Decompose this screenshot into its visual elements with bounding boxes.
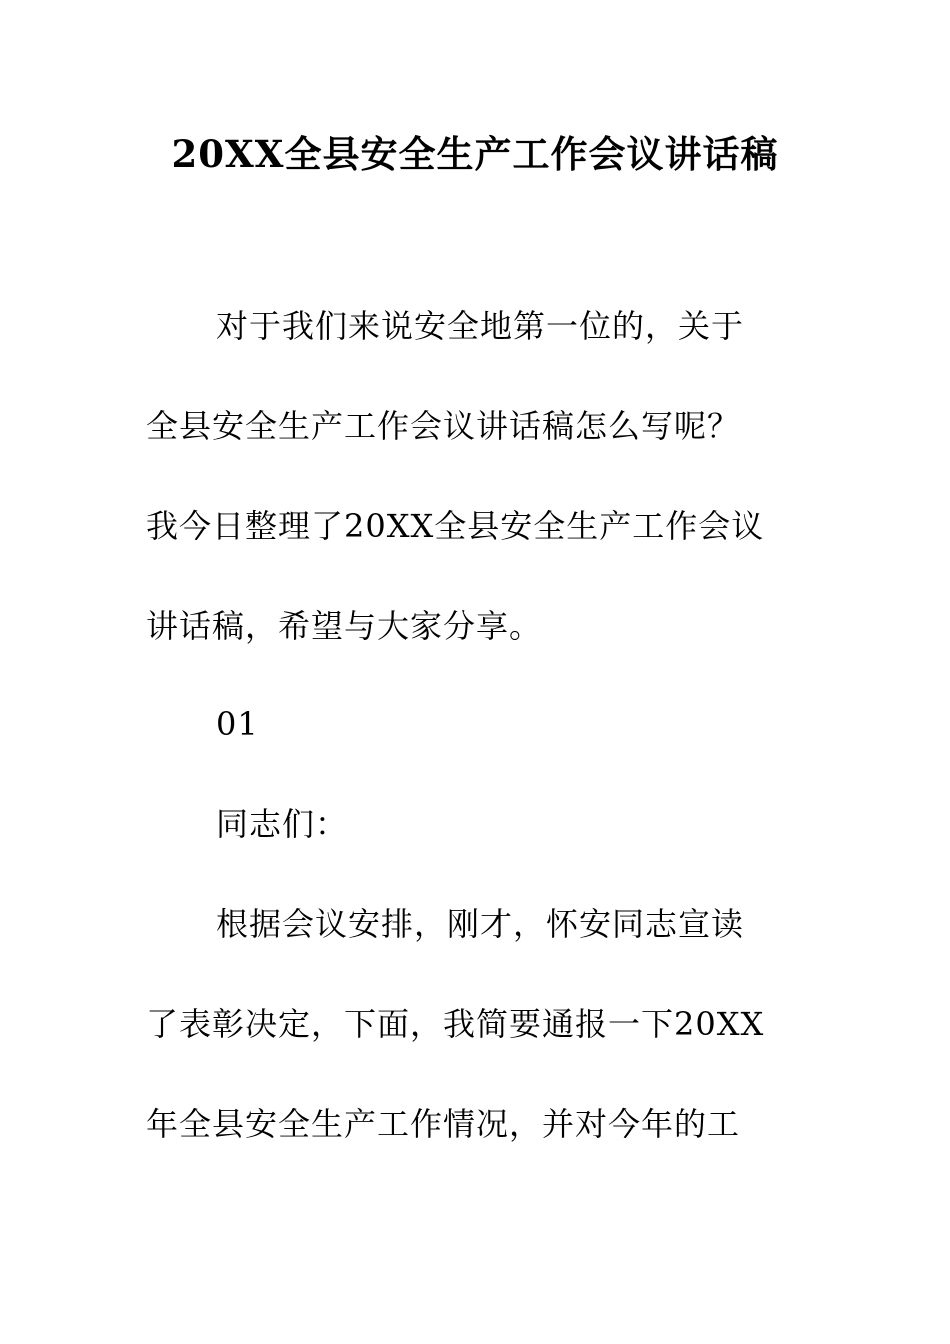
paragraph-line: 对于我们来说安全地第一位的，关于	[216, 307, 745, 345]
salutation: 同志们：	[216, 805, 349, 843]
paragraph-line: 了表彰决定，下面，我简要通报一下20XX	[146, 1005, 765, 1043]
paragraph-line: 年全县安全生产工作情况，并对今年的工	[146, 1105, 741, 1143]
paragraph-line: 根据会议安排，刚才，怀安同志宣读	[216, 905, 745, 943]
document-title: 20XX全县安全生产工作会议讲话稿	[171, 132, 779, 176]
section-number: 01	[216, 705, 259, 743]
paragraph-line: 讲话稿，希望与大家分享。	[146, 607, 543, 645]
paragraph-line: 我今日整理了20XX全县安全生产工作会议	[146, 507, 765, 545]
paragraph-line: 全县安全生产工作会议讲话稿怎么写呢？	[146, 407, 741, 445]
